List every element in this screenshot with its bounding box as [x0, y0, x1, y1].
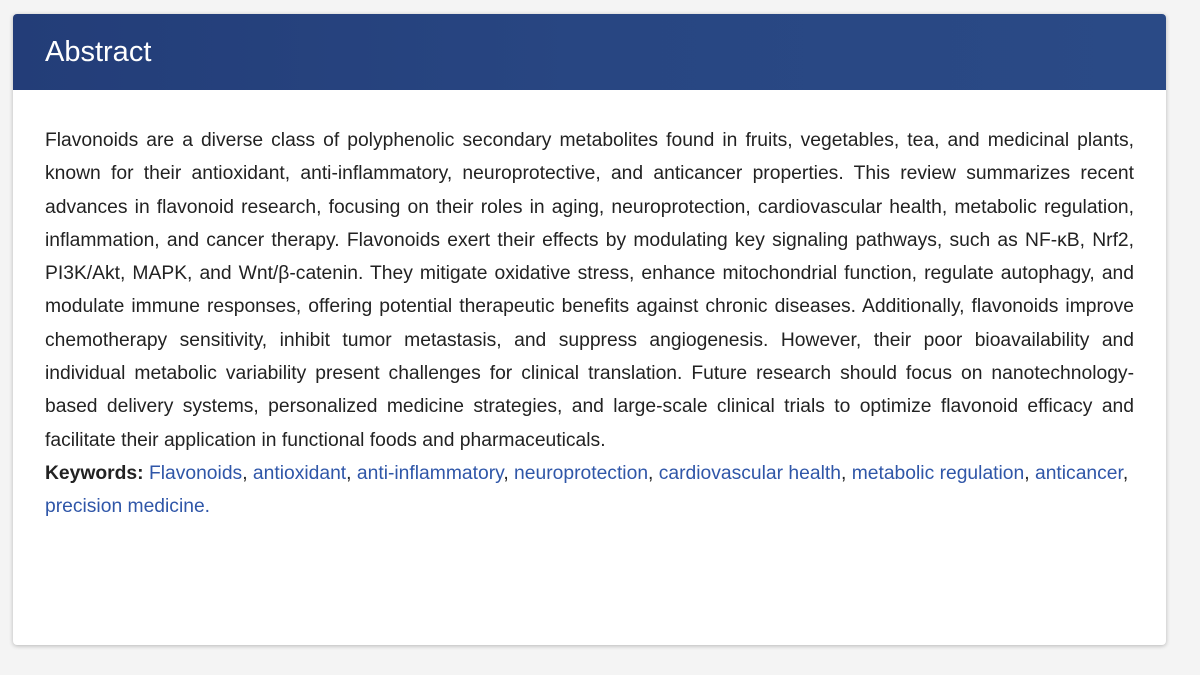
- keywords-label: Keywords:: [45, 462, 144, 484]
- separator: ,: [346, 462, 357, 484]
- separator: ,: [1122, 462, 1129, 484]
- keyword-link[interactable]: cardiovascular health: [658, 462, 841, 484]
- keyword-link[interactable]: precision medicine.: [45, 496, 211, 518]
- abstract-body: [13, 90, 1166, 524]
- keywords: [45, 457, 1134, 524]
- keyword-link[interactable]: antioxidant: [252, 462, 347, 484]
- abstract-title: Abstract: [45, 35, 152, 68]
- separator: ,: [1024, 462, 1035, 484]
- keyword-link[interactable]: anticancer: [1034, 462, 1123, 484]
- keyword-link[interactable]: metabolic regulation: [851, 462, 1025, 484]
- keyword-link[interactable]: anti-inflammatory: [356, 462, 504, 484]
- separator: ,: [242, 462, 253, 484]
- separator: ,: [840, 462, 852, 484]
- abstract-text: Flavonoids are a diverse class of polyphenolic secondary metabolites found in fruits, vegetables, tea, and medicinal plants, known for their antioxidant, anti-inflammatory, neuroprotective, and anticancer properties. This review summarizes recent advances in flavonoid research, focusing on their roles in aging, neuroprotection, cardiovascular health, metabolic regulation, inflammation, and cancer therapy. Flavonoids exert their effects by modulating key signaling pathways, such as NF-κB, Nrf2, PI3K/Akt, MAPK, and Wnt/β-catenin. They mitigate oxidative stress, enhance mitochondrial function, regulate autophagy, and modulate immune responses, offering potential therapeutic benefits against chronic diseases. Additionally, flavonoids improve chemotherapy sensitivity, inhibit tumor metastasis, and suppress angiogenesis. However, their poor bioavailability and individual metabolic variability present challenges for clinical translation. Future research should focus on nanotechnology-based delivery systems, personalized medicine strategies, and large-scale clinical trials to optimize flavonoid efficacy and facilitate their application in functional foods and pharmaceuticals.: [45, 130, 1134, 451]
- keyword-link[interactable]: neuroprotection: [514, 462, 649, 484]
- abstract-card: [13, 14, 1166, 645]
- separator: ,: [503, 462, 515, 484]
- keyword-link[interactable]: Flavonoids: [148, 462, 243, 484]
- separator: ,: [648, 462, 659, 484]
- abstract-header: [13, 14, 1166, 90]
